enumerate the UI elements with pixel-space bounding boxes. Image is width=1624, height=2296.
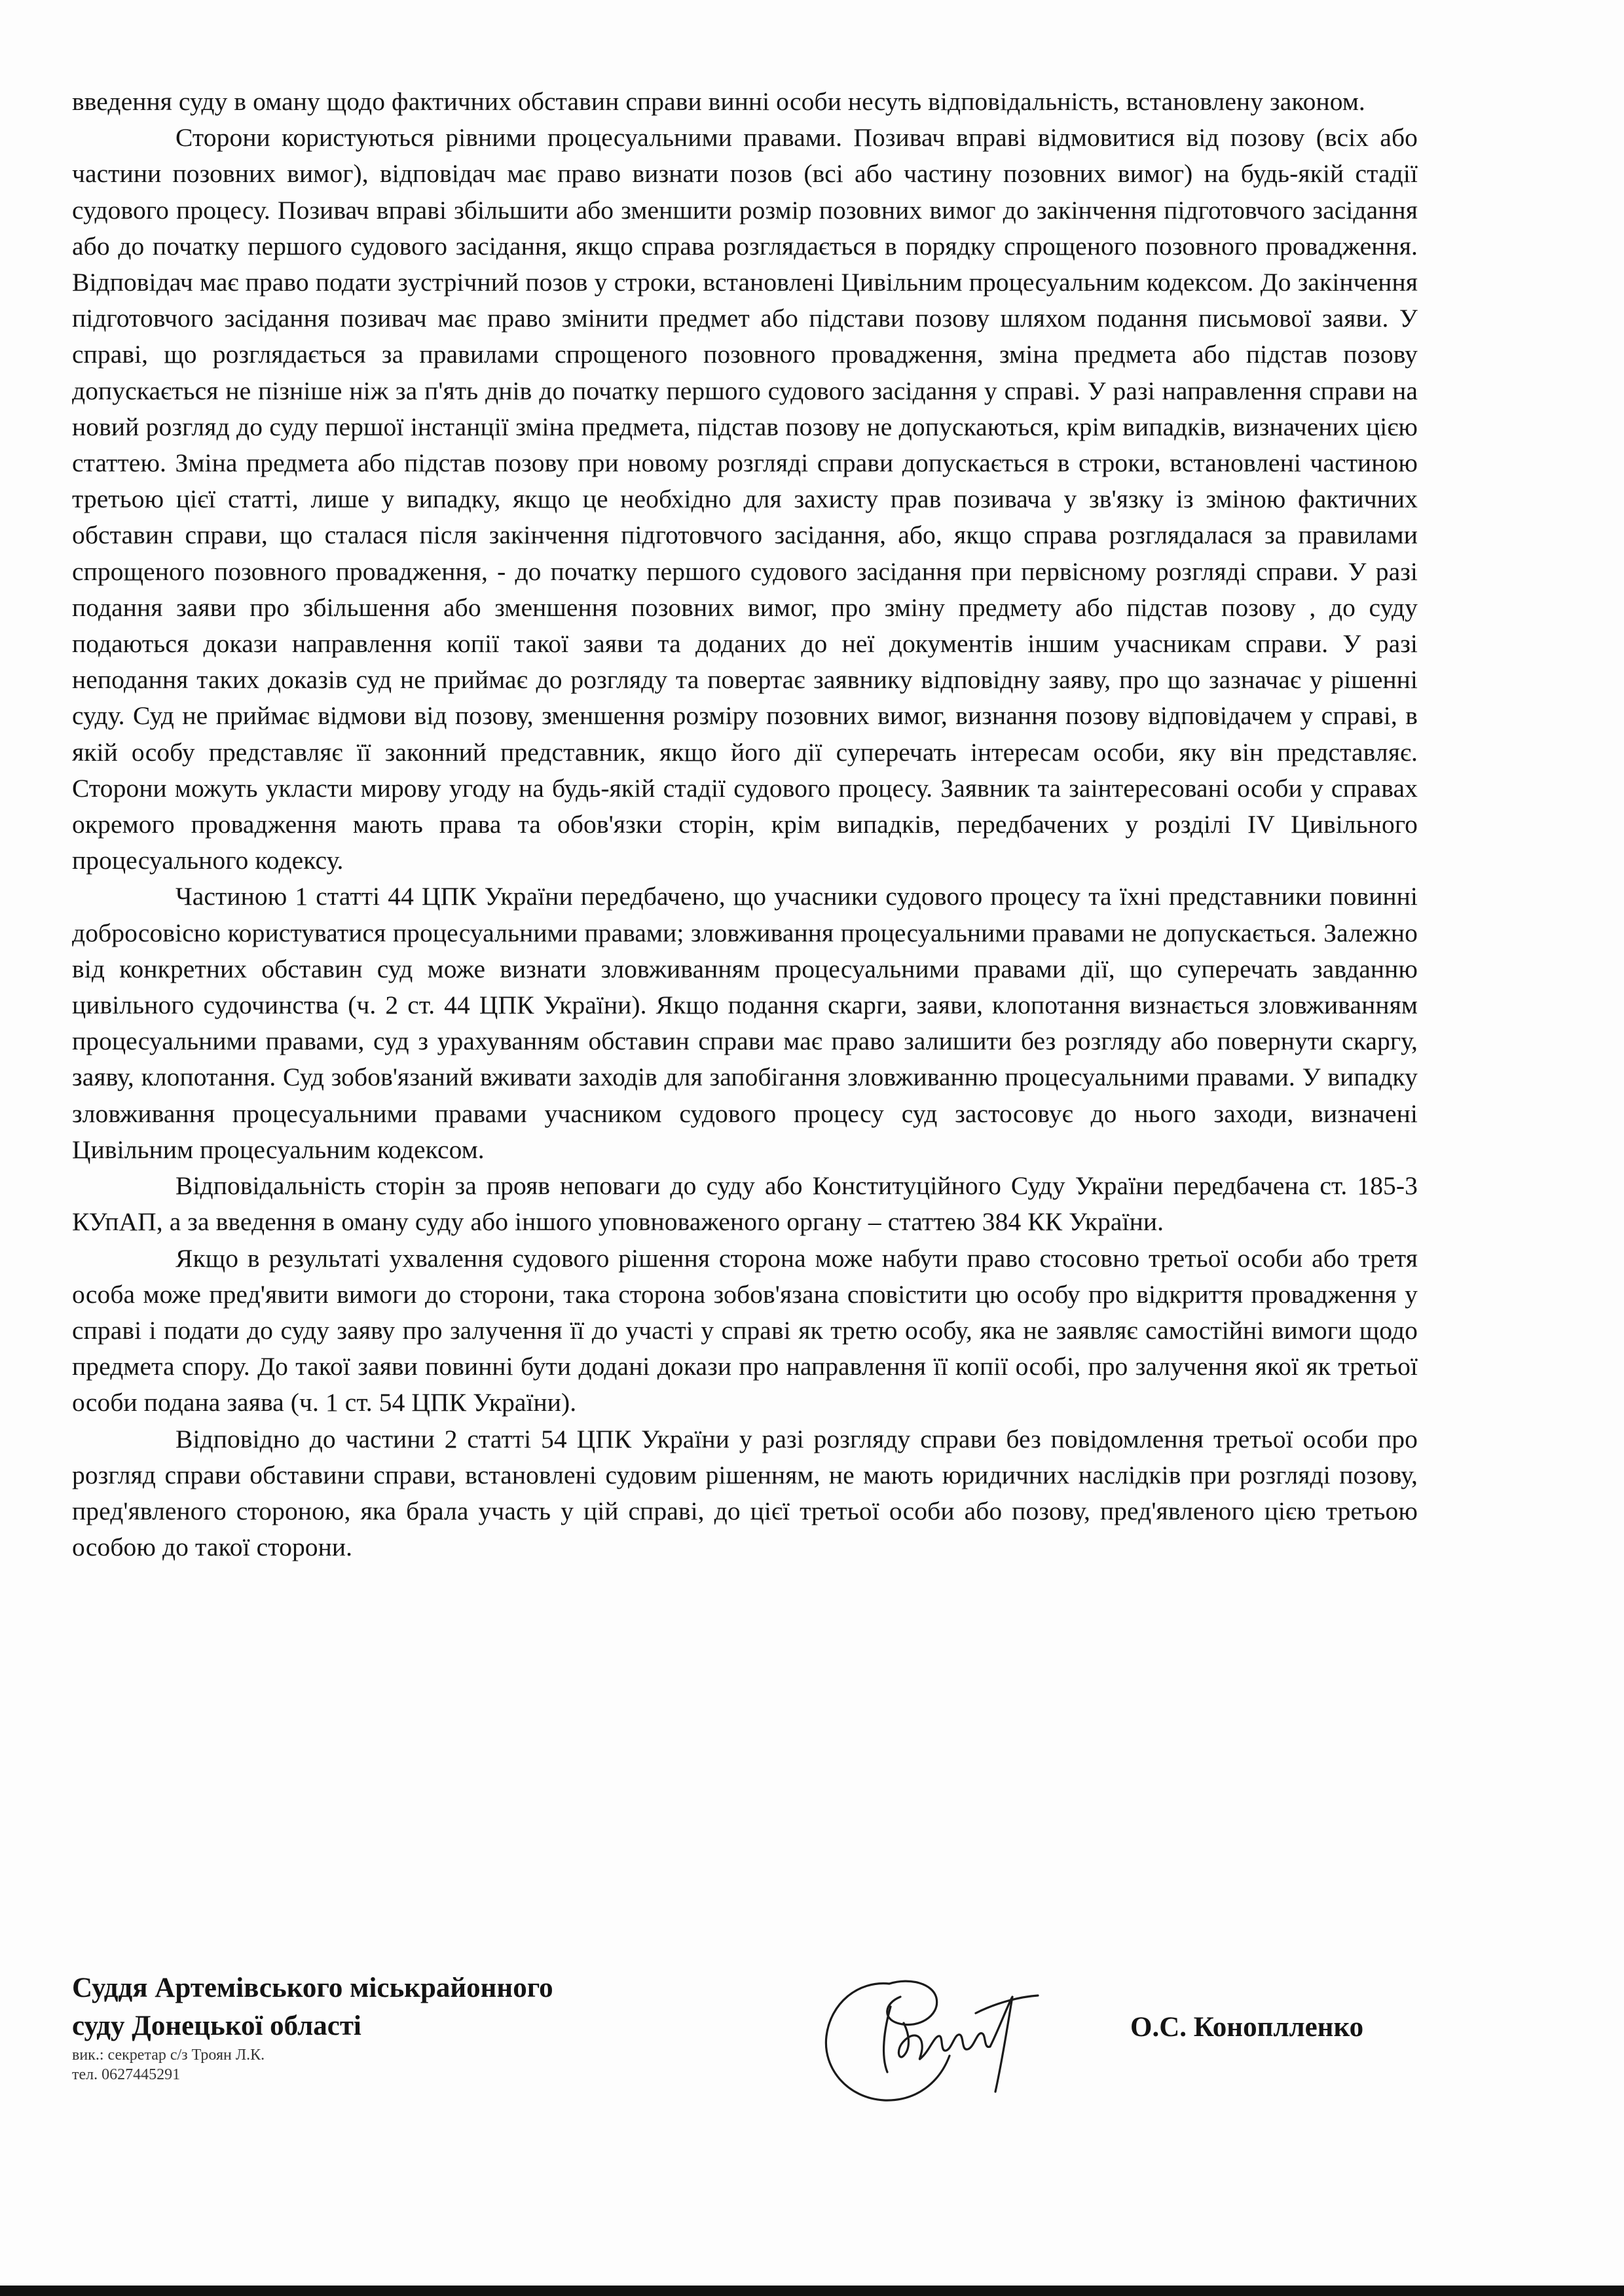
document-body [72, 84, 1418, 1565]
judge-title-line1: Суддя Артемівського міськрайонного [72, 1973, 553, 2003]
executor-note: вик.: секретар с/з Троян Л.К. [72, 2047, 265, 2064]
paragraph-third-party: Якщо в результаті ухвалення судового рішення сторона може набути право стосовно третьої особи або третя особа може пред'явити вимоги до сторони, така сторона зобов'язана сповістити цю особу про відкриття провадження у справі і подати до суду заяву про залучення її до участі у справі як третю особу, яка не заявляє самостійні вимоги щодо предмета спору. До такої заяви повинні бути додані докази про направлення її копії особі, про залучення якої як третьої особи подана заява (ч. 1 ст. 54 ЦПК України). [72, 1243, 1418, 1417]
judge-name: О.С. Коноплленко [1130, 2012, 1364, 2043]
judge-title-line2: суду Донецької області [72, 2011, 361, 2041]
scan-border [0, 2286, 1624, 2296]
signature-block [72, 1969, 661, 2085]
paragraph-liability: Відповідальність сторін за прояв неповаги до суду або Конституційного Суду України передбачена ст. 185-3 КУпАП, а за введення в оману суду або іншого уповноваженого органу – статтею 384 КК України. [72, 1171, 1418, 1237]
handwritten-signature [812, 1958, 1061, 2108]
phone-note: тел. 0627445291 [72, 2066, 181, 2083]
paragraph-article-54: Відповідно до частини 2 статті 54 ЦПК України у разі розгляду справи без повідомлення третьої особи про розгляд справи обставини справи, встановлені судовим рішенням, не мають юридичних наслідків при розгляді позову, пред'явленого стороною, яка брала участь у цій справі, до цієї третьої особи або позову, пред'явленого цією третьою особою до такої сторони. [72, 1424, 1418, 1562]
paragraph-parties-rights: Сторони користуються рівними процесуальними правами. Позивач вправі відмовитися від позову (всіх або частини позовних вимог), відповідач має право визнати позов (всі або частину позовних вимог) на будь-якій стадії судового процесу. Позивач вправі збільшити або зменшити розмір позовних вимог до закінчення підготовчого засідання або до початку першого судового засідання, якщо справа розглядається в порядку спрощеного позовного провадження. Відповідач має право подати зустрічний позов у строки, встановлені Цивільним процесуальним кодексом. До закінчення підготовчого засідання позивач має право змінити предмет або підстави позову шляхом подання письмової заяви. У справі, що розглядається за правилами спрощеного позовного провадження, зміна предмета або підстав позову допускається не пізніше ніж за п'ять днів до початку першого судового засідання у справі. У разі направлення справи на новий розгляд до суду першої інстанції зміна предмета, підстав позову не допускаються, крім випадків, визначених цією статтею. Зміна предмета або підстав позову при новому розгляді справи допускається в строки, встановлені частиною третьою цієї статті, лише у випадку, якщо це необхідно для захисту прав позивача у зв'язку із зміною фактичних обставин справи, що сталася після закінчення підготовчого засідання, або, якщо справа розглядалася за правилами спрощеного позовного провадження, - до початку першого судового засідання при первісному розгляді справи. У разі подання заяви про збільшення або зменшення позовних вимог, про зміну предмету або підстав позову , до суду подаються докази направлення копії такої заяви та доданих до неї документів іншим учасникам справи. У разі неподання таких доказів суд не приймає до розгляду та повертає заявнику відповідну заяву, про що зазначає у рішенні суду. Суд не приймає відмови від позову, зменшення розміру позовних вимог, визнання позову відповідачем у справі, в якій особу представляє її законний представник, якщо його дії суперечать інтересам особи, яку він представляє. Сторони можуть укласти мирову угоду на будь-якій стадії судового процесу. Заявник та заінтересовані особи у справах окремого провадження мають права та обов'язки сторін, крім випадків, передбачених у розділі IV Цивільного процесуального кодексу. [72, 123, 1418, 875]
paragraph-continuation: введення суду в оману щодо фактичних обставин справи винні особи несуть відповідальність, встановлену законом. [72, 87, 1365, 116]
paragraph-article-44: Частиною 1 статті 44 ЦПК України передбачено, що учасники судового процесу та їхні представники повинні добросовісно користуватися процесуальними правами; зловживання процесуальними правами не допускається. Залежно від конкретних обставин суд може визнати зловживанням процесуальними правами дії, що суперечать завданню цивільного судочинства (ч. 2 ст. 44 ЦПК України). Якщо подання скарги, заяви, клопотання визнається зловживанням процесуальними правами, суд з урахуванням обставин справи має право залишити без розгляду або повернути скаргу, заяву, клопотання. Суд зобов'язаний вживати заходів для запобігання зловживанню процесуальними правами. У випадку зловживання процесуальними правами учасником судового процесу суд застосовує до нього заходи, визначені Цивільним процесуальним кодексом. [72, 882, 1418, 1164]
